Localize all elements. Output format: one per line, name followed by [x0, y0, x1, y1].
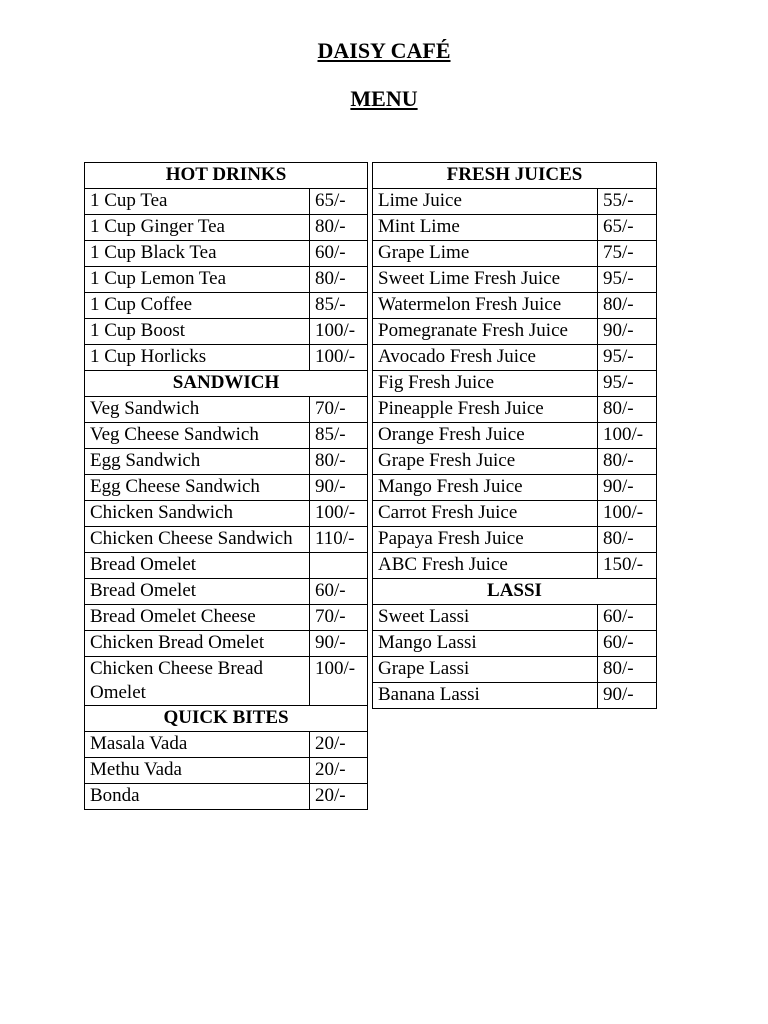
menu-item-name: Grape Lassi — [373, 657, 598, 683]
menu-item-row — [373, 189, 657, 215]
menu-item-name: Mango Fresh Juice — [373, 475, 598, 501]
menu-item-row — [85, 501, 368, 527]
menu-item-row — [373, 449, 657, 475]
menu-item-row — [373, 241, 657, 267]
menu-item-price: 100/- — [598, 423, 657, 449]
menu-item-row — [373, 371, 657, 397]
menu-item-row — [373, 423, 657, 449]
menu-item-name: 1 Cup Ginger Tea — [85, 215, 310, 241]
menu-item-price: 70/- — [310, 397, 368, 423]
menu-item-row — [85, 397, 368, 423]
menu-item-price: 80/- — [598, 449, 657, 475]
menu-item-name: 1 Cup Tea — [85, 189, 310, 215]
menu-item-row — [85, 527, 368, 553]
menu-item-name: Lime Juice — [373, 189, 598, 215]
menu-item-row — [373, 527, 657, 553]
menu-item-row — [85, 345, 368, 371]
section-heading: HOT DRINKS — [85, 163, 368, 189]
menu-item-name: Banana Lassi — [373, 683, 598, 709]
menu-item-row — [373, 267, 657, 293]
menu-item-name: Sweet Lassi — [373, 605, 598, 631]
menu-item-name: Chicken Sandwich — [85, 501, 310, 527]
menu-table-left — [84, 162, 368, 810]
menu-item-price: 100/- — [310, 345, 368, 371]
section-heading: QUICK BITES — [85, 706, 368, 732]
cafe-title: DAISY CAFÉ — [317, 38, 451, 63]
menu-item-price: 80/- — [310, 215, 368, 241]
section-header-row — [85, 706, 368, 732]
menu-item-name: Chicken Cheese Bread Omelet — [85, 657, 310, 706]
menu-item-price: 80/- — [598, 657, 657, 683]
menu-item-price: 65/- — [598, 215, 657, 241]
menu-item-price: 90/- — [310, 475, 368, 501]
menu-item-price: 85/- — [310, 293, 368, 319]
menu-item-name: Mango Lassi — [373, 631, 598, 657]
menu-item-price: 65/- — [310, 189, 368, 215]
section-header-row — [85, 371, 368, 397]
menu-item-name: Mint Lime — [373, 215, 598, 241]
section-header-row — [373, 163, 657, 189]
menu-heading: MENU — [350, 86, 418, 111]
menu-item-name: Methu Vada — [85, 758, 310, 784]
menu-item-price: 95/- — [598, 267, 657, 293]
menu-item-row — [373, 683, 657, 709]
section-header-row — [85, 163, 368, 189]
section-header-row — [373, 579, 657, 605]
menu-item-row — [373, 501, 657, 527]
menu-item-row — [85, 784, 368, 810]
menu-item-name: Bonda — [85, 784, 310, 810]
menu-item-price: 80/- — [310, 449, 368, 475]
menu-item-price: 100/- — [310, 657, 368, 706]
menu-item-name: 1 Cup Boost — [85, 319, 310, 345]
menu-item-name: Egg Cheese Sandwich — [85, 475, 310, 501]
menu-item-name: 1 Cup Lemon Tea — [85, 267, 310, 293]
menu-item-row — [373, 605, 657, 631]
menu-item-price: 75/- — [598, 241, 657, 267]
menu-item-name: Egg Sandwich — [85, 449, 310, 475]
menu-item-row — [85, 319, 368, 345]
menu-item-row — [85, 215, 368, 241]
menu-item-row — [373, 345, 657, 371]
menu-item-name: Masala Vada — [85, 732, 310, 758]
menu-item-price: 80/- — [598, 527, 657, 553]
menu-item-row — [85, 631, 368, 657]
menu-item-price: 70/- — [310, 605, 368, 631]
menu-item-name: Bread Omelet Cheese — [85, 605, 310, 631]
menu-item-name: 1 Cup Black Tea — [85, 241, 310, 267]
menu-item-price: 60/- — [310, 241, 368, 267]
menu-item-name: Carrot Fresh Juice — [373, 501, 598, 527]
menu-item-row — [373, 475, 657, 501]
menu-item-price — [310, 553, 368, 579]
menu-item-row — [373, 319, 657, 345]
menu-item-price: 80/- — [598, 397, 657, 423]
menu-item-row — [85, 449, 368, 475]
menu-item-row — [85, 758, 368, 784]
menu-item-price: 20/- — [310, 784, 368, 810]
section-heading: SANDWICH — [85, 371, 368, 397]
menu-item-row — [85, 423, 368, 449]
menu-item-row — [373, 293, 657, 319]
menu-item-row — [85, 241, 368, 267]
menu-item-row — [85, 657, 368, 706]
menu-item-price: 110/- — [310, 527, 368, 553]
menu-item-price: 80/- — [598, 293, 657, 319]
menu-item-price: 85/- — [310, 423, 368, 449]
menu-item-name: Grape Fresh Juice — [373, 449, 598, 475]
menu-item-name: 1 Cup Horlicks — [85, 345, 310, 371]
menu-item-price: 90/- — [598, 475, 657, 501]
menu-item-name: Pomegranate Fresh Juice — [373, 319, 598, 345]
menu-item-row — [85, 267, 368, 293]
menu-item-name: Fig Fresh Juice — [373, 371, 598, 397]
menu-item-price: 60/- — [598, 605, 657, 631]
menu-item-price: 60/- — [310, 579, 368, 605]
menu-item-name: 1 Cup Coffee — [85, 293, 310, 319]
menu-item-row — [85, 579, 368, 605]
menu-item-price: 90/- — [598, 319, 657, 345]
menu-item-name: Orange Fresh Juice — [373, 423, 598, 449]
menu-item-price: 20/- — [310, 732, 368, 758]
menu-item-name: Chicken Bread Omelet — [85, 631, 310, 657]
menu-item-row — [373, 397, 657, 423]
menu-item-name: Veg Sandwich — [85, 397, 310, 423]
section-heading: FRESH JUICES — [373, 163, 657, 189]
menu-item-price: 90/- — [310, 631, 368, 657]
menu-item-price: 100/- — [598, 501, 657, 527]
menu-item-name: Grape Lime — [373, 241, 598, 267]
menu-item-price: 150/- — [598, 553, 657, 579]
menu-item-row — [85, 553, 368, 579]
menu-item-name: Veg Cheese Sandwich — [85, 423, 310, 449]
menu-item-row — [85, 293, 368, 319]
menu-item-name: Bread Omelet — [85, 579, 310, 605]
menu-item-row — [85, 189, 368, 215]
menu-item-name: ABC Fresh Juice — [373, 553, 598, 579]
menu-item-price: 95/- — [598, 345, 657, 371]
menu-item-price: 95/- — [598, 371, 657, 397]
menu-item-price: 60/- — [598, 631, 657, 657]
menu-item-row — [85, 475, 368, 501]
menu-item-price: 80/- — [310, 267, 368, 293]
menu-item-row — [85, 732, 368, 758]
menu-item-price: 20/- — [310, 758, 368, 784]
menu-item-name: Avocado Fresh Juice — [373, 345, 598, 371]
menu-item-name: Bread Omelet — [85, 553, 310, 579]
menu-table-right — [372, 162, 657, 709]
menu-item-price: 90/- — [598, 683, 657, 709]
menu-item-row — [373, 553, 657, 579]
menu-item-name: Pineapple Fresh Juice — [373, 397, 598, 423]
menu-item-row — [85, 605, 368, 631]
menu-item-name: Sweet Lime Fresh Juice — [373, 267, 598, 293]
section-heading: LASSI — [373, 579, 657, 605]
menu-item-row — [373, 657, 657, 683]
menu-item-name: Papaya Fresh Juice — [373, 527, 598, 553]
menu-item-row — [373, 631, 657, 657]
menu-item-price: 100/- — [310, 319, 368, 345]
menu-item-name: Watermelon Fresh Juice — [373, 293, 598, 319]
menu-item-price: 100/- — [310, 501, 368, 527]
menu-item-name: Chicken Cheese Sandwich — [85, 527, 310, 553]
menu-item-row — [373, 215, 657, 241]
menu-item-price: 55/- — [598, 189, 657, 215]
